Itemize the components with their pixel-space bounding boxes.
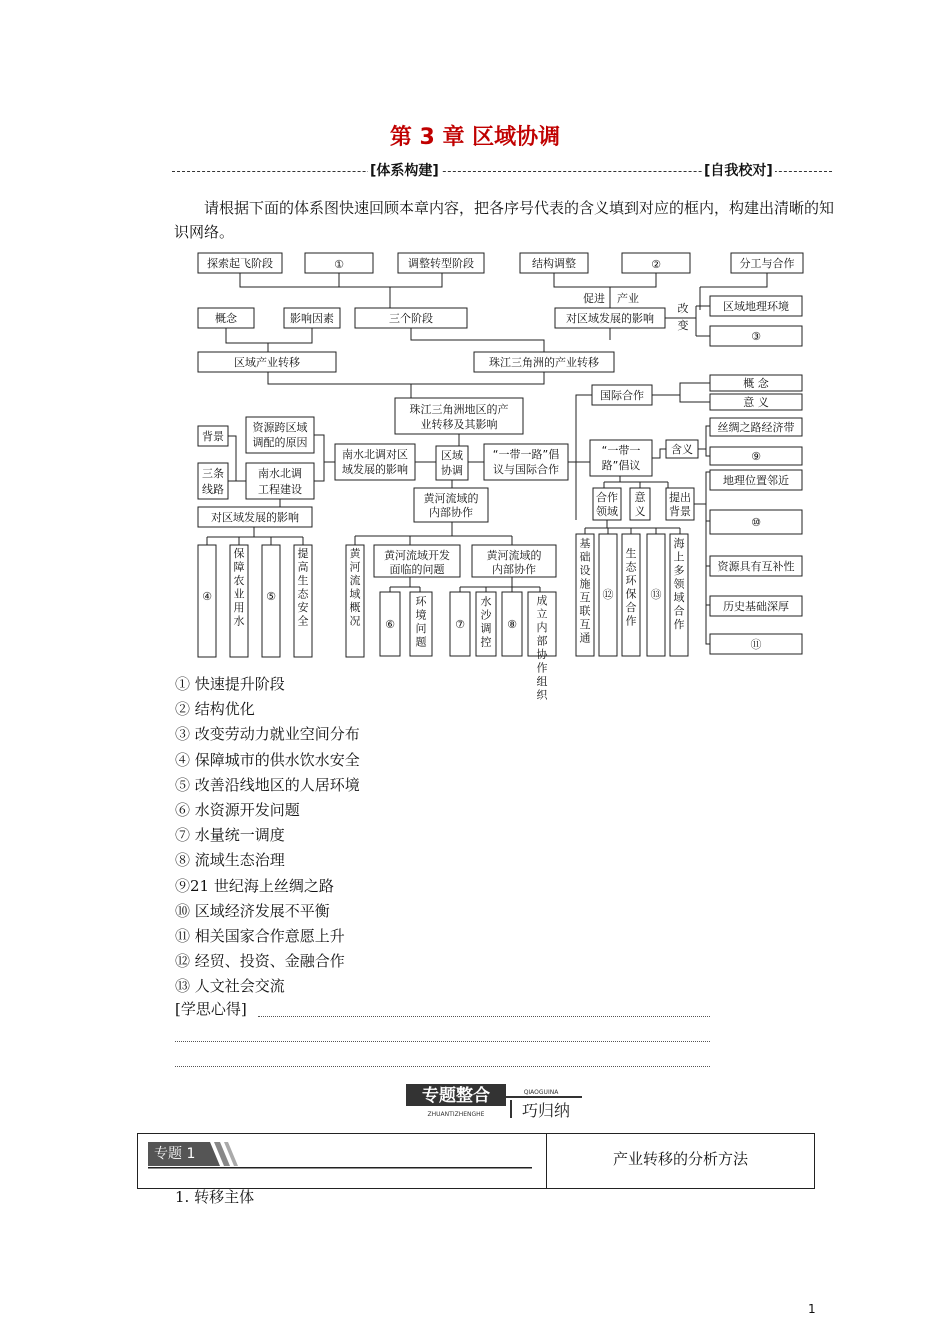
vertical-node-sand: 水沙调控: [480, 595, 492, 649]
answer-item: ⑦ 水量统一调度: [175, 826, 285, 845]
node-bri-1: “一带一: [601, 444, 641, 457]
answer-item: ⑤ 改善沿线地区的人居环境: [175, 775, 360, 794]
answer-item: ⑧ 流域生态治理: [175, 851, 285, 870]
node-snwd-1: 南水北调对区: [342, 448, 408, 461]
node-hanyi: 含义: [671, 443, 693, 456]
answer-list: [175, 672, 360, 1000]
node-field-2: 领域: [596, 505, 618, 518]
label-bian: 变: [677, 319, 689, 332]
node-structure: 结构调整: [532, 257, 576, 270]
vertical-node-yr-over: 黄河流域概况: [349, 547, 361, 628]
node-env: 区域地理环境: [723, 300, 789, 313]
node-tichu-2: 背景: [669, 505, 691, 518]
node-adjust: 调整转型阶段: [408, 257, 474, 270]
node-build-2: 工程建设: [258, 483, 302, 496]
label-gai: 改: [677, 302, 689, 315]
node-build-1: 南水北调: [258, 467, 302, 480]
topic-banner: [406, 1082, 586, 1122]
node-transfer: 区域产业转移: [234, 356, 300, 369]
notes-line: [175, 1041, 710, 1042]
node-bri-2: 路”倡议: [601, 459, 641, 472]
vertical-node-eco-coop: 生态环保合作: [625, 547, 637, 628]
answer-item: ⑨21 世纪海上丝绸之路: [175, 876, 334, 895]
node-dev-impact: 对区域发展的影响: [211, 511, 299, 524]
vertical-node-c13: ⑬: [650, 588, 662, 601]
node-lines-2: 线路: [202, 483, 224, 496]
page-number: 1: [808, 1302, 816, 1316]
intro-paragraph: 请根据下面的体系图快速回顾本章内容，把各序号代表的含义填到对应的框内，构建出清晰的知识网络。: [174, 199, 835, 241]
node-division: 分工与合作: [739, 257, 795, 270]
node-lines-1: 三条: [202, 467, 224, 480]
node-core-1: 珠江三角洲地区的产: [409, 403, 509, 416]
node-yr-coop-2: 内部协作: [429, 506, 473, 519]
node-res-2: 调配的原因: [252, 436, 308, 449]
vertical-node-c4: ④: [202, 590, 212, 603]
node-snwd-2: 域发展的影响: [342, 463, 408, 476]
node-explore: 探索起飞阶段: [207, 257, 273, 270]
vertical-node-eco: 提高生态安全: [297, 547, 309, 628]
node-tichu-1: 提出: [669, 491, 691, 504]
node-yi-1: 意: [634, 491, 646, 504]
answer-item: ⑩ 区域经济发展不平衡: [175, 901, 330, 920]
node-meaning2: 意 义: [743, 396, 769, 409]
node-yr-prob-1: 黄河流域开发: [384, 549, 450, 562]
label-promote: 促进: [583, 292, 605, 305]
node-rc-1: 区域: [441, 449, 463, 462]
node-intl: 国际合作: [600, 389, 644, 402]
label-industry: 产业: [617, 292, 639, 305]
node-three-stages: 三个阶段: [389, 312, 433, 325]
node-impact-region: 对区域发展的影响: [566, 312, 654, 325]
answer-item: ⑫ 经贸、投资、金融合作: [175, 952, 345, 971]
vertical-node-c7: ⑦: [455, 618, 465, 631]
vertical-node-infra: 基础设施互联互通: [579, 537, 591, 645]
chapter-title: 第 3 章 区域协调: [389, 125, 561, 150]
node-c11: ⑪: [750, 638, 762, 651]
vertical-node-marine: 海上多领域合作: [673, 537, 685, 631]
node-resource: 资源具有互补性: [717, 560, 795, 573]
vertical-node-c6: ⑥: [385, 618, 395, 631]
topic-label: 专题 1: [154, 1146, 196, 1162]
subheading: 1. 转移主体: [175, 1188, 255, 1206]
vertical-node-c12: ⑫: [602, 588, 614, 601]
node-yi-2: 义: [634, 505, 646, 518]
node-c2: ②: [651, 258, 661, 271]
node-yr-coop-1: 黄河流域的: [423, 492, 479, 505]
node-bri-intl-1: “一带一路”倡: [492, 448, 560, 461]
answer-item: ⑬ 人文社会交流: [175, 977, 285, 996]
node-prd: 珠江三角洲的产业转移: [489, 356, 599, 369]
answer-item: ⑥ 水资源开发问题: [175, 801, 300, 820]
node-bg: 背景: [202, 430, 224, 443]
node-c1: ①: [334, 258, 344, 271]
node-yr-coop2-2: 内部协作: [492, 563, 536, 576]
answer-item: ② 结构优化: [175, 700, 255, 719]
banner-pinyin-top: QIAOGUINA: [523, 1089, 559, 1096]
node-c3: ③: [751, 330, 761, 343]
banner-pinyin-bottom: ZHUANTIZHENGHE: [427, 1111, 485, 1118]
topic-header: [137, 1133, 815, 1189]
section-label-check: [自我校对]: [702, 160, 775, 180]
node-c10: ⑩: [751, 516, 761, 529]
notes-line: [258, 1016, 710, 1017]
vertical-node-c5: ⑤: [266, 590, 276, 603]
answer-item: ⑪ 相关国家合作意愿上升: [175, 927, 345, 946]
node-concept: 概念: [215, 312, 237, 325]
node-geo: 地理位置邻近: [723, 474, 789, 487]
topic-title: 产业转移的分析方法: [612, 1150, 748, 1168]
node-c9: ⑨: [751, 450, 761, 463]
notes-line: [175, 1066, 710, 1067]
answer-item: ④ 保障城市的供水饮水安全: [175, 750, 360, 769]
banner-main: 专题整合: [422, 1086, 490, 1106]
vertical-node-c8: ⑧: [507, 618, 517, 631]
node-core-2: 业转移及其影响: [420, 418, 498, 431]
banner-sub: 巧归纳: [521, 1101, 571, 1120]
node-yr-coop2-1: 黄河流域的: [486, 549, 542, 562]
notes-label: [学思心得]: [175, 1000, 247, 1018]
vertical-node-org: 成立内部协作组织: [536, 594, 548, 702]
vertical-node-env-prob: 环境问题: [415, 595, 427, 649]
vertical-node-farm: 保障农业用水: [233, 547, 245, 628]
node-silk: 丝绸之路经济带: [717, 421, 795, 434]
node-factors: 影响因素: [290, 312, 334, 325]
section-label-system: [体系构建]: [368, 160, 441, 180]
node-yr-prob-2: 面临的问题: [389, 563, 445, 576]
node-res-1: 资源跨区域: [252, 421, 308, 434]
node-field-1: 合作: [596, 491, 618, 504]
node-rc-2: 协调: [441, 464, 463, 477]
node-bri-intl-2: 议与国际合作: [493, 463, 559, 476]
node-history: 历史基础深厚: [723, 600, 789, 613]
answer-item: ① 快速提升阶段: [175, 675, 285, 693]
answer-item: ③ 改变劳动力就业空间分布: [175, 725, 360, 744]
node-concept2: 概 念: [743, 377, 769, 390]
